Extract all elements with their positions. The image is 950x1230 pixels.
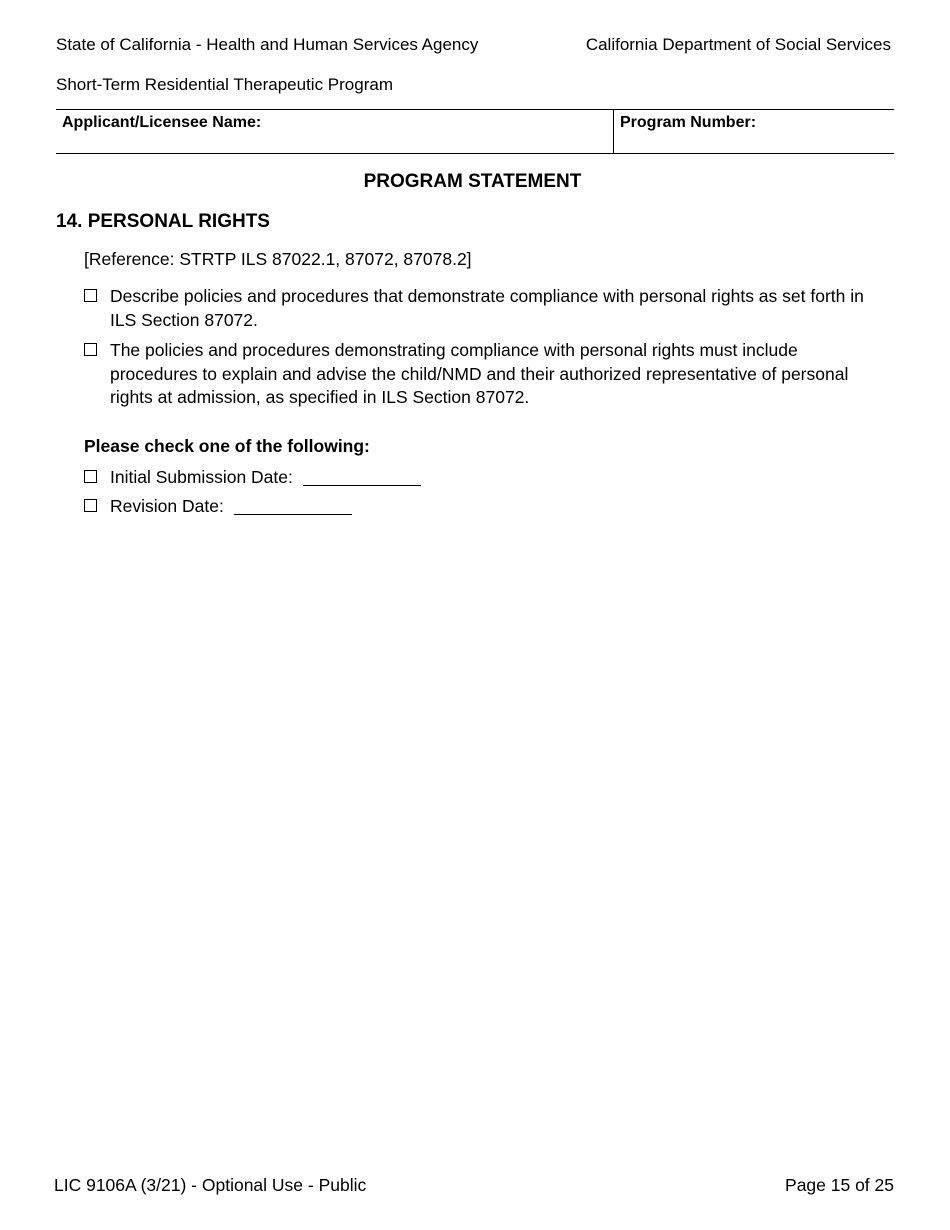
revision-checkbox[interactable] bbox=[84, 499, 97, 512]
revision-label: Revision Date: bbox=[110, 496, 224, 516]
document-title: PROGRAM STATEMENT bbox=[363, 171, 582, 192]
initial-submission-label: Initial Submission Date: bbox=[110, 467, 293, 487]
requirement-text: The policies and procedures demonstrating compliance with personal rights must include procedures to explain and advise the child/NMD and their authorized representative of personal rights at admission, as specified in ILS Section 87072. bbox=[110, 340, 849, 407]
initial-submission-row bbox=[84, 467, 421, 488]
program-number-field[interactable] bbox=[614, 110, 894, 153]
section-heading: 14. PERSONAL RIGHTS bbox=[56, 211, 270, 232]
requirement-checkbox[interactable] bbox=[84, 289, 97, 302]
initial-submission-checkbox[interactable] bbox=[84, 470, 97, 483]
page-number: Page 15 of 25 bbox=[785, 1175, 894, 1195]
reference-text: [Reference: STRTP ILS 87022.1, 87072, 87078.2] bbox=[84, 249, 472, 269]
program-name: Short-Term Residential Therapeutic Program bbox=[56, 75, 393, 94]
revision-date-field[interactable] bbox=[234, 496, 352, 515]
applicant-info-table bbox=[56, 109, 894, 154]
check-prompt: Please check one of the following: bbox=[84, 436, 370, 456]
requirement-item bbox=[84, 339, 874, 410]
requirement-text: Describe policies and procedures that demonstrate compliance with personal rights as set forth in ILS Section 87072. bbox=[110, 286, 864, 330]
program-number-label: Program Number: bbox=[620, 114, 757, 131]
requirement-checkbox[interactable] bbox=[84, 343, 97, 356]
requirement-item bbox=[84, 285, 874, 332]
applicant-name-field[interactable] bbox=[56, 110, 614, 153]
applicant-name-label: Applicant/Licensee Name: bbox=[62, 114, 262, 131]
form-id: LIC 9106A (3/21) - Optional Use - Public bbox=[54, 1175, 367, 1195]
initial-submission-date-field[interactable] bbox=[303, 467, 421, 486]
department-name: California Department of Social Services bbox=[585, 35, 891, 54]
revision-row bbox=[84, 496, 352, 517]
agency-name: State of California - Health and Human Services Agency bbox=[56, 35, 479, 54]
